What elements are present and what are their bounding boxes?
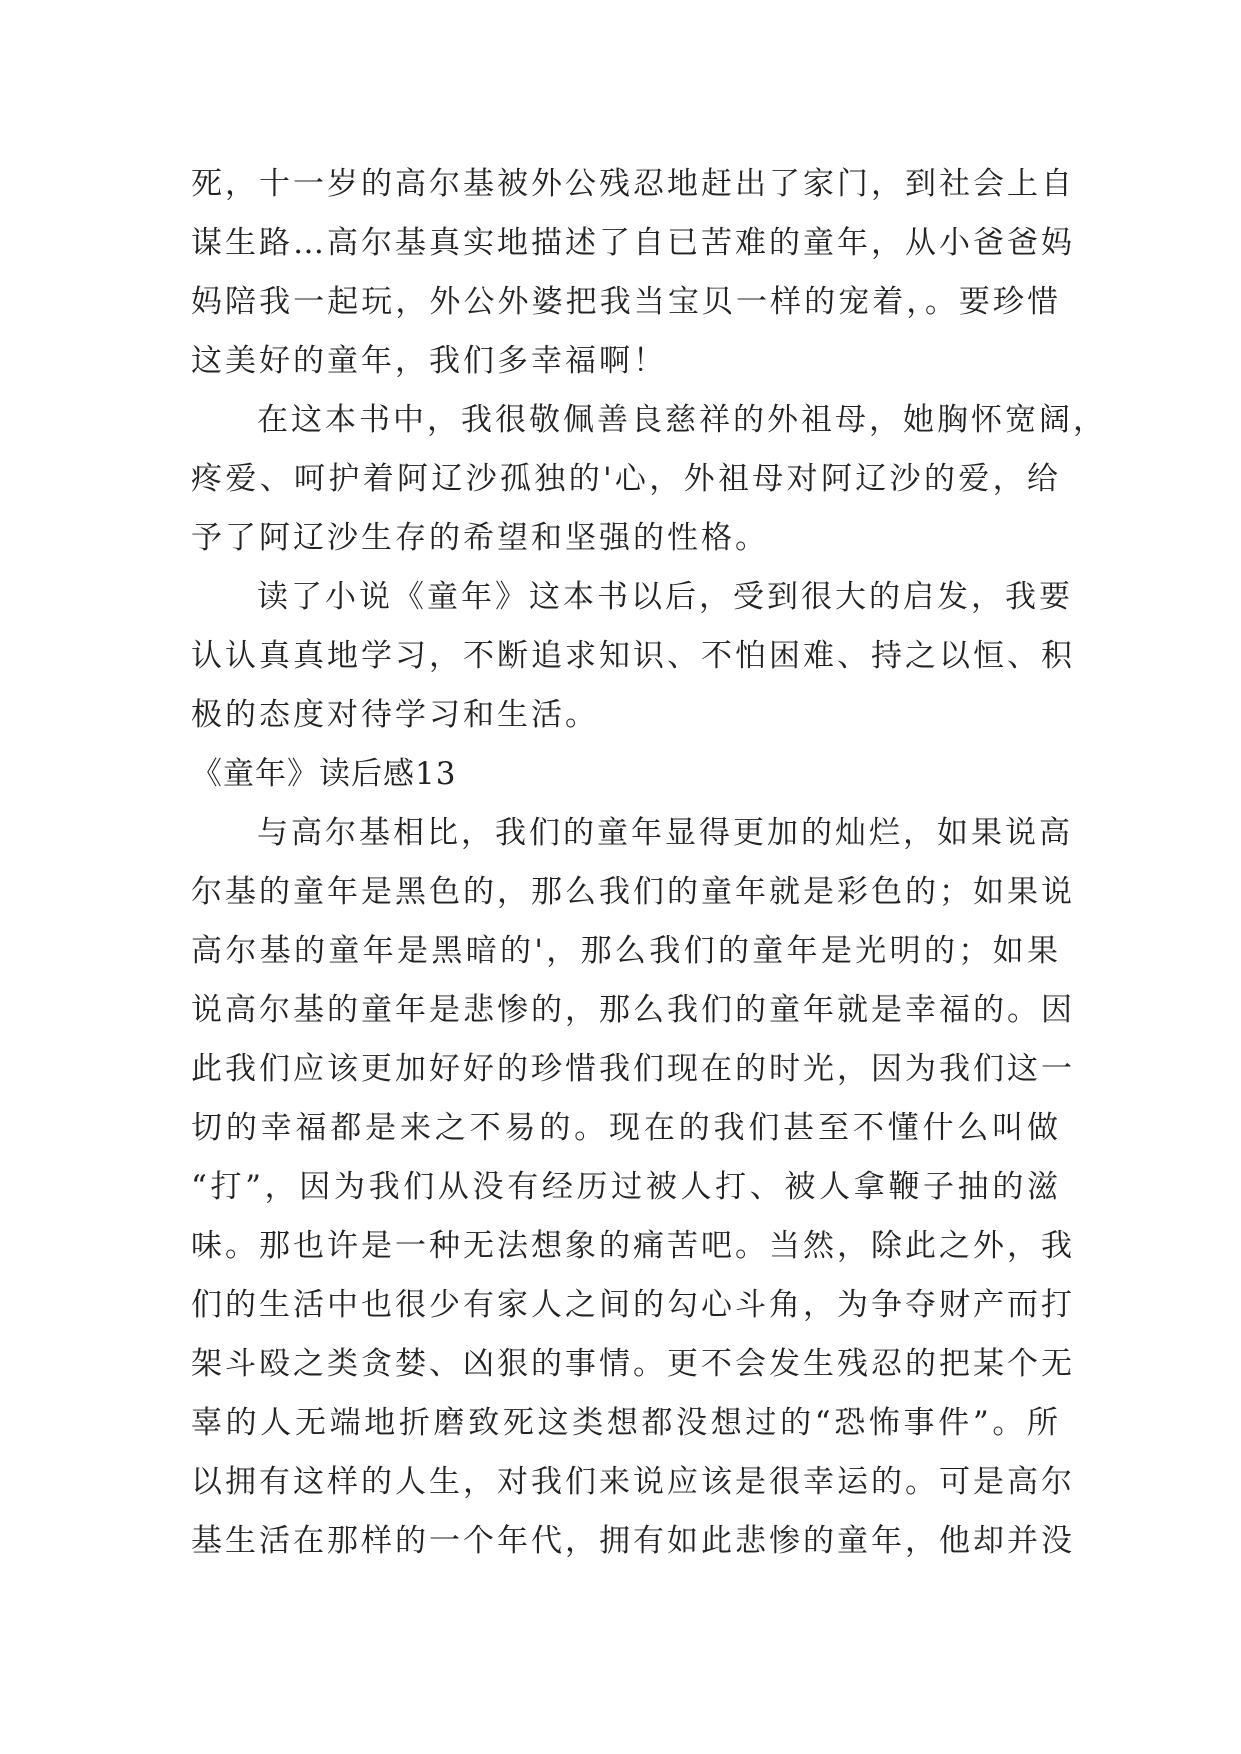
- paragraph-2: [191, 391, 1107, 568]
- paragraph-3: [191, 568, 1075, 745]
- text-line: 读了小说《童年》这本书以后，受到很大的启发，我要: [257, 579, 1073, 615]
- text-line: 予了阿辽沙生存的希望和坚强的性格。: [191, 520, 769, 556]
- text-line: 辜的人无端地折磨致死这类想都没想过的“恐怖事件”。所: [191, 1405, 1061, 1441]
- text-line: 认认真真地学习，不断追求知识、不怕困难、持之以恒、积: [191, 638, 1075, 674]
- text-line: 味。那也许是一种无法想象的痛苦吧。当然，除此之外，我: [191, 1228, 1075, 1264]
- text-line: 在这本书中，我很敬佩善良慈祥的外祖母，她胸怀宽阔，: [257, 402, 1107, 438]
- text-line: 尔基的童年是黑色的，那么我们的童年就是彩色的；如果说: [191, 874, 1075, 910]
- text-line: 疼爱、呵护着阿辽沙孤独的'心，外祖母对阿辽沙的爱，给: [191, 461, 1061, 497]
- text-line: 这美好的童年，我们多幸福啊！: [191, 343, 667, 379]
- text-line: 说高尔基的童年是悲惨的，那么我们的童年就是幸福的。因: [191, 992, 1075, 1028]
- text-line: 极的态度对待学习和生活。: [191, 697, 599, 733]
- text-line: 切的幸福都是来之不易的。现在的我们甚至不懂什么叫做: [191, 1110, 1061, 1146]
- text-line: 基生活在那样的一个年代，拥有如此悲惨的童年，他却并没: [191, 1523, 1075, 1559]
- document-body: [191, 155, 1107, 1571]
- text-line: “打”，因为我们从没有经历过被人打、被人拿鞭子抽的滋: [191, 1169, 1061, 1205]
- heading-text: 《童年》读后感13: [191, 756, 457, 792]
- text-line: 死，十一岁的高尔基被外公残忍地赶出了家门，到社会上自: [191, 166, 1075, 202]
- text-line: 此我们应该更加好好的珍惜我们现在的时光，因为我们这一: [191, 1051, 1075, 1087]
- text-line: 与高尔基相比，我们的童年显得更加的灿烂，如果说高: [257, 815, 1073, 851]
- text-line: 高尔基的童年是黑暗的'，那么我们的童年是光明的；如果: [191, 933, 1061, 969]
- text-line: 妈陪我一起玩，外公外婆把我当宝贝一样的宠着，。要珍惜: [191, 284, 1061, 320]
- paragraph-4: [191, 804, 1075, 1571]
- text-line: 谋生路…高尔基真实地描述了自已苦难的童年，从小爸爸妈: [191, 225, 1075, 261]
- text-line: 们的生活中也很少有家人之间的勾心斗角，为争夺财产而打: [191, 1287, 1075, 1323]
- text-line: 架斗殴之类贪婪、凶狠的事情。更不会发生残忍的把某个无: [191, 1346, 1075, 1382]
- text-line: 以拥有这样的人生，对我们来说应该是很幸运的。可是高尔: [191, 1464, 1075, 1500]
- paragraph-1: [191, 155, 1075, 391]
- section-heading: [191, 745, 1061, 804]
